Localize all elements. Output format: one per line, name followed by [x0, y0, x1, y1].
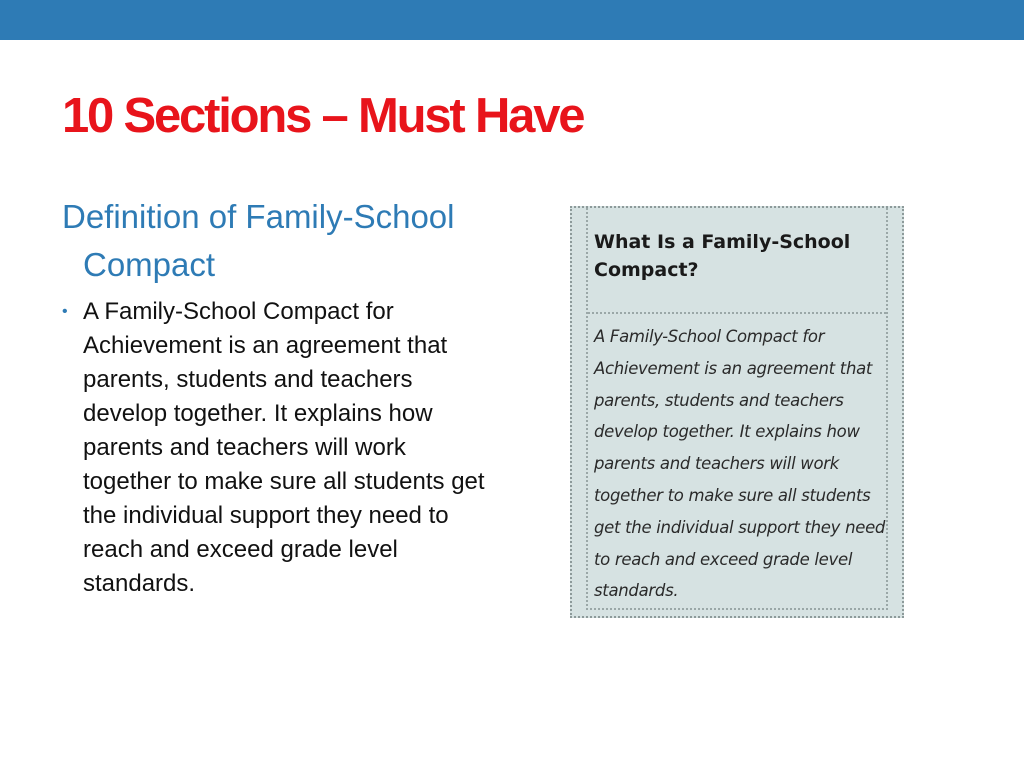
compact-definition-image [570, 206, 904, 618]
sidebar-body: A Family-School Compact for Achievement is an agreement that parents, students and teachers develop together. It explains how parents and teachers will work together to make sure all students get the individual support they need to reach and exceed grade level standards. [594, 327, 886, 601]
bullet-item [62, 295, 492, 601]
header-bar [0, 0, 1024, 40]
sidebar-divider [588, 312, 886, 314]
bullet-text: A Family-School Compact for Achievement is an agreement that parents, students and teachers develop together. It explains how parents and teachers will work together to make sure all students get the individual support they need to reach and exceed grade level standards. [83, 298, 485, 597]
slide-title: 10 Sections – Must Have [62, 89, 584, 143]
content-area [62, 193, 492, 601]
bullet-icon: • [62, 303, 68, 320]
subheading: Definition of Family-School Compact [62, 198, 455, 283]
sidebar-heading: What Is a Family-School Compact? [594, 231, 851, 281]
sidebar-inner-frame [586, 208, 888, 610]
